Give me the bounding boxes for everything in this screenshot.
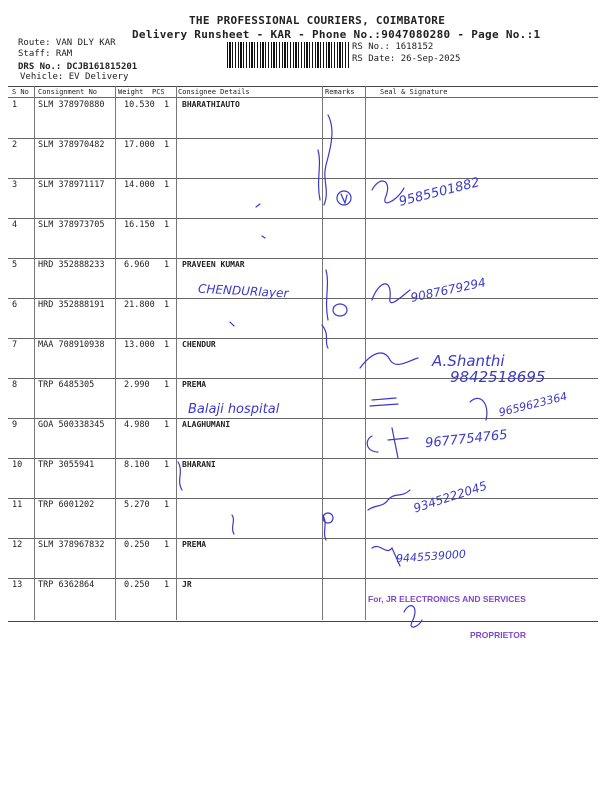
handwritten-place: CHENDURlayer (197, 281, 289, 301)
consignee-name: CHENDUR (182, 340, 216, 349)
consignee-name: PREMA (182, 540, 207, 549)
row-sno: 12 (12, 540, 23, 550)
row-sno: 5 (12, 260, 18, 270)
consignee-name: PRAVEEN KUMAR (182, 260, 245, 269)
col-header-remarks: Remarks (325, 88, 355, 96)
row-sno: 3 (12, 180, 18, 190)
handwritten-phone: 9345222045 (411, 478, 489, 516)
route-label: Route: VAN DLY KAR (18, 38, 116, 48)
weight-value: 21.800 (124, 300, 155, 310)
row-sno: 1 (12, 100, 18, 110)
handwritten-phone: 9585501882 (397, 175, 482, 210)
weight-value: 8.100 (124, 460, 150, 470)
col-header-sno: S No (12, 88, 29, 96)
weight-value: 13.000 (124, 340, 155, 350)
consignment-number: SLM 378970482 (38, 140, 105, 150)
col-header-seal: Seal & Signature (380, 88, 448, 96)
weight-value: 4.980 (124, 420, 150, 430)
row-sno: 11 (12, 500, 23, 510)
staff-label: Staff: RAM (18, 49, 73, 59)
consignment-number: MAA 708910938 (38, 340, 105, 350)
consignment-number: GOA 500338345 (38, 420, 105, 430)
col-header-weight: Weight (118, 88, 144, 96)
row-sno: 13 (12, 580, 23, 590)
vehicle-label: Vehicle: EV Delivery (20, 72, 129, 82)
rs-number: RS No.: 1618152 (352, 42, 434, 52)
col-header-consignee: Consignee Details (178, 88, 250, 96)
pcs-value: 1 (164, 340, 170, 350)
row-sno: 10 (12, 460, 23, 470)
pcs-value: 1 (164, 460, 170, 470)
handwritten-place: Balaji hospital (188, 402, 280, 417)
pcs-value: 1 (164, 300, 170, 310)
row-sno: 4 (12, 220, 18, 230)
consignment-number: SLM 378971117 (38, 180, 105, 190)
consignee-name: BHARATHIAUTO (182, 100, 240, 109)
handwritten-name: A.Shanthi (432, 352, 505, 370)
weight-value: 10.530 (124, 100, 155, 110)
pcs-value: 1 (164, 420, 170, 430)
consignment-number: SLM 378973705 (38, 220, 105, 230)
consignment-number: SLM 378970880 (38, 100, 105, 110)
company-name: THE PROFESSIONAL COURIERS, COIMBATORE (189, 14, 446, 27)
pcs-value: 1 (164, 220, 170, 230)
handwritten-phone: 9677754765 (424, 427, 509, 452)
consignment-number: HRD 352888233 (38, 260, 105, 270)
consignment-number: TRP 3055941 (38, 460, 95, 470)
handwritten-phone: 9087679294 (409, 275, 487, 305)
rs-date: RS Date: 26-Sep-2025 (352, 54, 461, 64)
stamp-company: For, JR ELECTRONICS AND SERVICES (368, 594, 526, 604)
consignee-name: PREMA (182, 380, 207, 389)
stamp-role: PROPRIETOR (470, 630, 527, 640)
row-sno: 6 (12, 300, 18, 310)
pcs-value: 1 (164, 380, 170, 390)
weight-value: 5.270 (124, 500, 150, 510)
pcs-value: 1 (164, 100, 170, 110)
weight-value: 17.000 (124, 140, 155, 150)
drs-number: DRS No.: DCJB161815201 (18, 62, 138, 72)
pcs-value: 1 (164, 580, 170, 590)
row-sno: 7 (12, 340, 18, 350)
handwritten-phone: 9445539000 (395, 547, 467, 566)
weight-value: 0.250 (124, 580, 150, 590)
consignment-number: HRD 352888191 (38, 300, 105, 310)
weight-value: 0.250 (124, 540, 150, 550)
consignment-number: SLM 378967832 (38, 540, 105, 550)
pcs-value: 1 (164, 540, 170, 550)
consignee-name: JR (182, 580, 192, 589)
weight-value: 16.150 (124, 220, 155, 230)
pcs-value: 1 (164, 500, 170, 510)
handwritten-phone: 9842518695 (450, 368, 546, 386)
weight-value: 6.960 (124, 260, 150, 270)
consignee-name: BHARANI (182, 460, 216, 469)
consignment-number: TRP 6362864 (38, 580, 95, 590)
col-header-pcs: PCS (152, 88, 165, 96)
consignment-number: TRP 6001202 (38, 500, 95, 510)
row-sno: 8 (12, 380, 18, 390)
col-header-consignment: Consignment No (38, 88, 98, 96)
weight-value: 14.000 (124, 180, 155, 190)
pcs-value: 1 (164, 140, 170, 150)
runsheet-title: Delivery Runsheet - KAR - Phone No.:9047080280 - Page No.:1 (132, 28, 541, 41)
row-sno: 9 (12, 420, 18, 430)
row-sno: 2 (12, 140, 18, 150)
consignee-name: ALAGHUMANI (182, 420, 231, 429)
pcs-value: 1 (164, 180, 170, 190)
consignment-number: TRP 6485305 (38, 380, 95, 390)
handwritten-phone: 9659623364 (497, 389, 569, 420)
weight-value: 2.990 (124, 380, 150, 390)
pcs-value: 1 (164, 260, 170, 270)
